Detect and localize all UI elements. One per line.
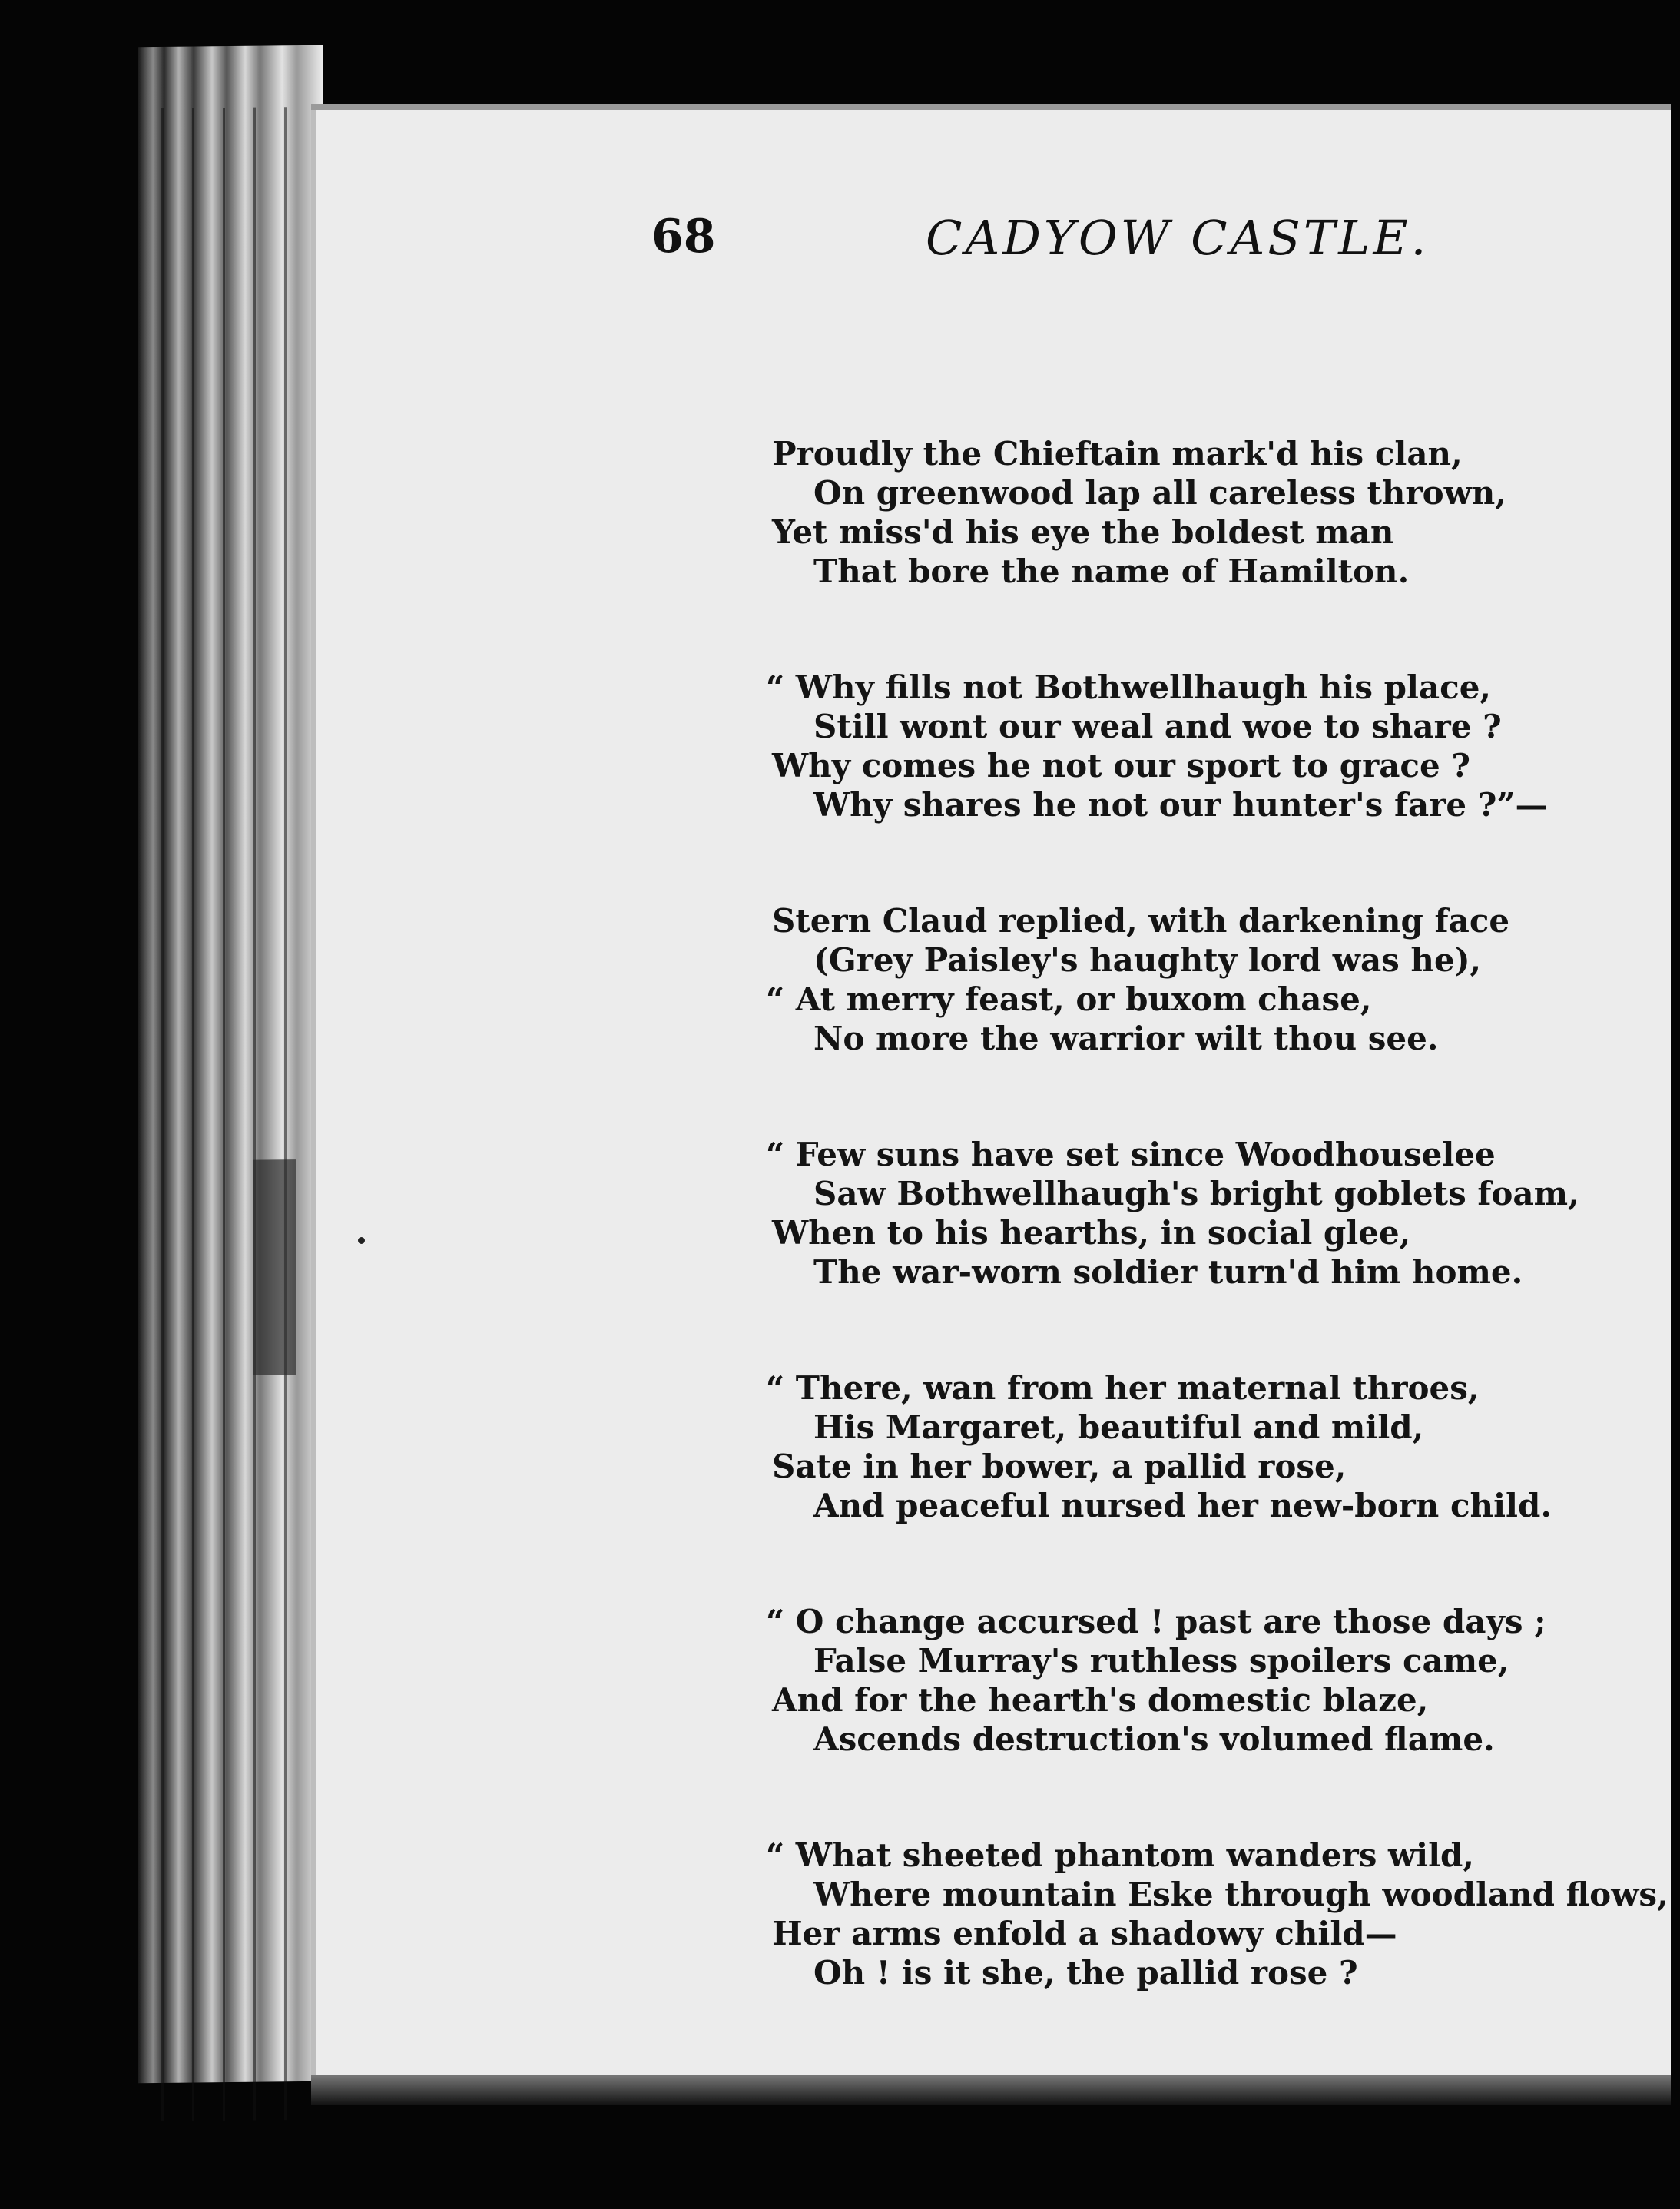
poem-line: Where mountain Eske through woodland flows, (813, 1876, 1668, 1913)
stanza (766, 1368, 1663, 1525)
poem-line: Why comes he not our sport to grace ? (772, 747, 1470, 784)
page-edge (253, 108, 256, 2121)
poem-line: Still wont our weal and woe to share ? (813, 708, 1502, 745)
stanza (772, 434, 1663, 591)
poem-line: (Grey Paisley's haughty lord was he), (813, 941, 1482, 979)
poem-line: Oh ! is it she, the pallid rose ? (813, 1954, 1358, 1992)
page-edge (192, 108, 194, 2121)
poem-line: Proudly the Chieftain mark'd his clan, (772, 435, 1463, 473)
poem-line: “ There, wan from her maternal throes, (766, 1369, 1480, 1407)
poem-line: And peaceful nursed her new-born child. (813, 1487, 1552, 1524)
page-edge (223, 108, 225, 2121)
page-number: 68 (651, 210, 716, 264)
ink-speck (358, 1237, 365, 1244)
poem-line: Why shares he not our hunter's fare ?”— (813, 786, 1548, 824)
stanza (766, 1836, 1668, 1992)
poem-line: “ What sheeted phantom wanders wild, (766, 1836, 1475, 1874)
stanza (766, 1602, 1663, 1759)
poem-line: Saw Bothwellhaugh's bright goblets foam, (813, 1175, 1579, 1212)
poem-line: Ascends destruction's volumed flame. (813, 1720, 1495, 1758)
page-bottom-shadow (311, 2075, 1671, 2105)
edge-stain (253, 1159, 296, 1375)
poem-line: Yet miss'd his eye the boldest man (772, 513, 1394, 551)
page-edge (161, 108, 164, 2121)
poem-line: “ Why fills not Bothwellhaugh his place, (766, 668, 1492, 706)
running-title: CADYOW CASTLE. (926, 210, 1430, 266)
poem-line: Her arms enfold a shadowy child— (772, 1915, 1397, 1952)
poem-text (766, 434, 1668, 2069)
page-header (0, 210, 1680, 271)
poem-line: False Murray's ruthless spoilers came, (813, 1642, 1509, 1680)
poem-line: Sate in her bower, a pallid rose, (772, 1448, 1347, 1485)
poem-line: “ O change accursed ! past are those days ; (766, 1603, 1546, 1640)
poem-line: “ Few suns have set since Woodhouselee (766, 1136, 1496, 1173)
poem-line: And for the hearth's domestic blaze, (772, 1681, 1429, 1719)
poem-line: The war-worn soldier turn'd him home. (813, 1253, 1523, 1291)
stanza (766, 668, 1663, 824)
poem-line: Stern Claud replied, with darkening face (772, 902, 1510, 940)
poem-line: On greenwood lap all careless thrown, (813, 474, 1506, 512)
page-edge (284, 107, 287, 2120)
poem-line: His Margaret, beautiful and mild, (813, 1408, 1424, 1446)
poem-line: No more the warrior wilt thou see. (813, 1020, 1439, 1057)
stanza (766, 1135, 1663, 1292)
poem-line: When to his hearths, in social glee, (772, 1214, 1411, 1252)
page-edges-stack (138, 45, 323, 2084)
stanza (766, 901, 1663, 1058)
poem-line: That bore the name of Hamilton. (813, 552, 1410, 590)
poem-line: “ At merry feast, or buxom chase, (766, 980, 1372, 1018)
